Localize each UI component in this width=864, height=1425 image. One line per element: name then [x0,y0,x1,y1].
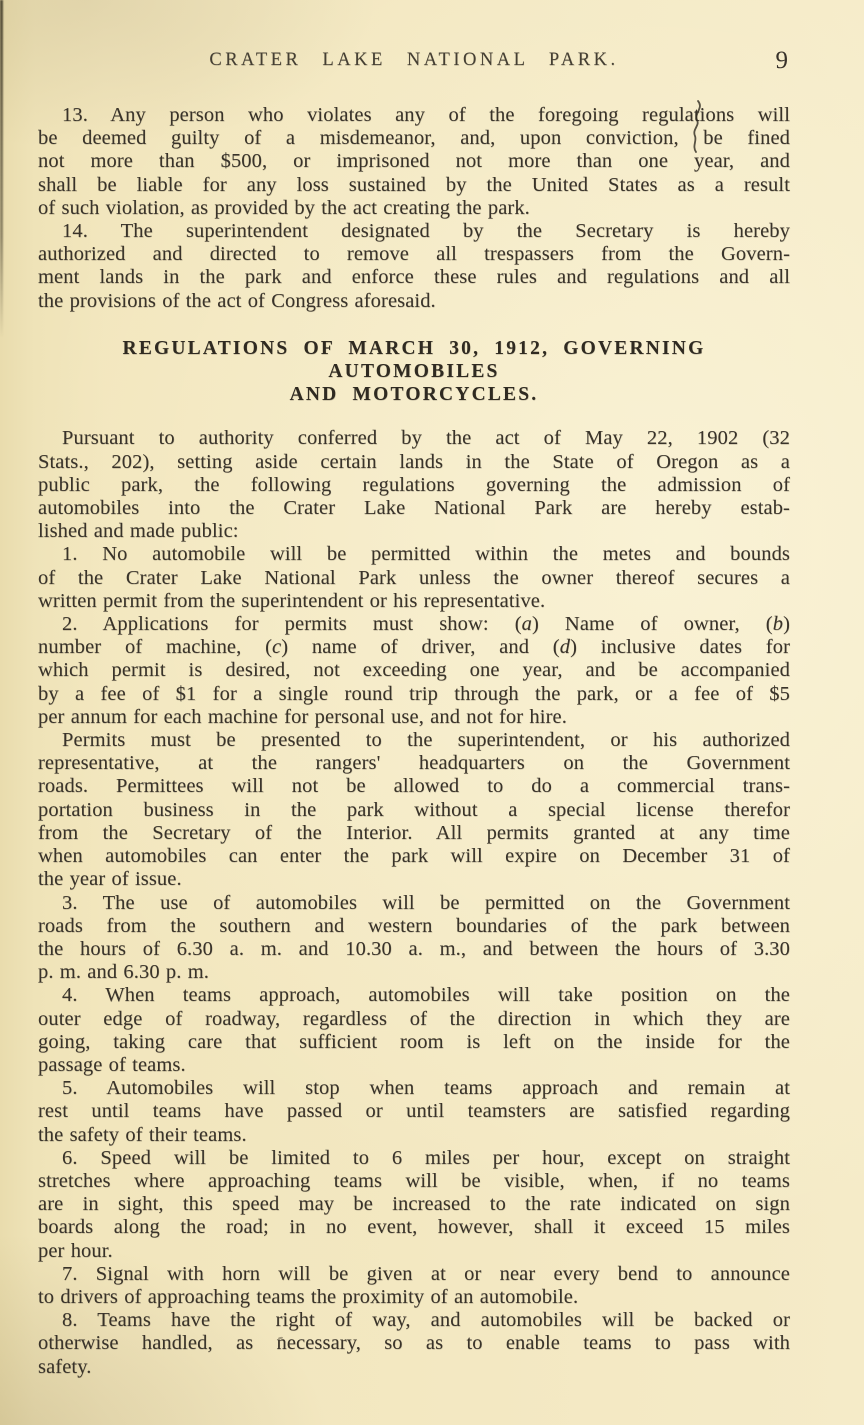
text-line: ment lands in the park and enforce these rules and regulations and all [38,266,790,289]
paragraph [38,984,790,1077]
paragraph [38,1077,790,1147]
text-line: to drivers of approaching teams the proximity of an automobile. [38,1285,579,1308]
paragraph [38,613,790,729]
text-line: p. m. and 6.30 p. m. [38,961,209,984]
text-line: safety. [38,1355,92,1378]
text-line: Permits must be presented to the superintendent, or his authorized [62,729,790,752]
text-line: be deemed guilty of a misdemeanor, and, upon conviction, be fined [38,127,790,150]
text-line: Stats., 202), setting aside certain lands in the State of Oregon as a [38,450,790,473]
text-line: of the Crater Lake National Park unless the owner thereof secures a [38,566,790,589]
page-number: 9 [775,47,788,74]
text-line: going, taking care that sufficient room is left on the inside for the [38,1030,790,1053]
paragraph [38,729,790,891]
text-line: public park, the following regulations governing the admission of [38,473,790,496]
paragraph [38,427,790,543]
text-body [38,104,790,1379]
paragraph [38,1263,790,1309]
text-line: 5. Automobiles will stop when teams approach and remain at [62,1077,790,1100]
text-line: outer edge of roadway, regardless of the direction in which they are [38,1007,790,1030]
running-head [38,47,790,76]
text-line: authorized and directed to remove all trespassers from the Govern- [38,243,790,266]
text-line: otherwise handled, as necessary, so as to enable teams to pass with [38,1332,790,1355]
text-line: not more than $500, or imprisoned not more than one year, and [38,150,790,173]
text-line: shall be liable for any loss sustained by the United States as a result [38,173,790,196]
text-line: written permit from the superintendent or his representative. [38,589,546,612]
handwritten-pen-mark [684,100,714,156]
text-line: the safety of their teams. [38,1123,247,1146]
paragraph [38,1147,790,1263]
text-line: per hour. [38,1239,113,1262]
text-line: 13. Any person who violates any of the foregoing regulations will [62,104,790,126]
text-line: automobiles into the Crater Lake National Park are hereby estab- [38,497,790,520]
paragraph [38,104,790,220]
paragraph [38,1309,790,1379]
text-line: rest until teams have passed or until teamsters are satisfied regarding [38,1100,790,1123]
text-line: 4. When teams approach, automobiles will take position on the [62,984,790,1007]
paragraph [38,892,790,985]
text-line: 7. Signal with horn will be given at or near every bend to announce [62,1262,790,1285]
text-line: 6. Speed will be limited to 6 miles per hour, except on straight [62,1146,790,1169]
section-heading [38,337,790,407]
text-line: number of machine, (c) name of driver, and (d) inclusive dates for [38,636,790,659]
text-line: representative, at the rangers' headquarters on the Government [38,752,790,775]
text-line: passage of teams. [38,1053,186,1076]
text-line: stretches where approaching teams will be visible, when, if no teams [38,1169,790,1192]
text-line: of such violation, as provided by the act creating the park. [38,196,530,219]
paragraph [38,220,790,313]
text-line: the hours of 6.30 a. m. and 10.30 a. m., and between the hours of 3.30 [38,937,790,960]
text-line: roads from the southern and western boundaries of the park between [38,914,790,937]
text-line: per annum for each machine for personal use, and not for hire. [38,705,567,728]
text-line: Pursuant to authority conferred by the act of May 22, 1902 (32 [62,427,790,450]
text-line: the year of issue. [38,868,182,891]
paragraph [38,543,790,613]
text-line: 14. The superintendent designated by the Secretary is hereby [62,220,790,243]
text-line: portation business in the park without a special license therefor [38,798,790,821]
text-line: 8. Teams have the right of way, and automobiles will be backed or [62,1309,790,1332]
text-line: which permit is desired, not exceeding one year, and be accompanied [38,659,790,682]
text-line: by a fee of $1 for a single round trip through the park, or a fee of $5 [38,682,790,705]
running-head-title: CRATER LAKE NATIONAL PARK. [209,50,619,70]
text-line: from the Secretary of the Interior. All permits granted at any time [38,821,790,844]
text-line: 1. No automobile will be permitted within the metes and bounds [62,543,790,566]
text-line: AND MOTORCYCLES. [289,384,539,406]
text-line: roads. Permittees will not be allowed to do a commercial trans- [38,775,790,798]
text-line: lished and made public: [38,520,239,543]
text-line: are in sight, this speed may be increased to the rate indicated on sign [38,1193,790,1216]
text-line: REGULATIONS OF MARCH 30, 1912, GOVERNING AUTOMOBILES [122,337,706,383]
text-line: when automobiles can enter the park will expire on December 31 of [38,845,790,868]
text-line: boards along the road; in no event, however, shall it exceed 15 miles [38,1216,790,1239]
scan-edge-shadow [0,0,3,338]
text-line: 2. Applications for permits must show: (a) Name of owner, (b) [62,613,790,636]
text-line: 3. The use of automobiles will be permitted on the Government [62,891,790,914]
text-line: the provisions of the act of Congress aforesaid. [38,289,436,312]
